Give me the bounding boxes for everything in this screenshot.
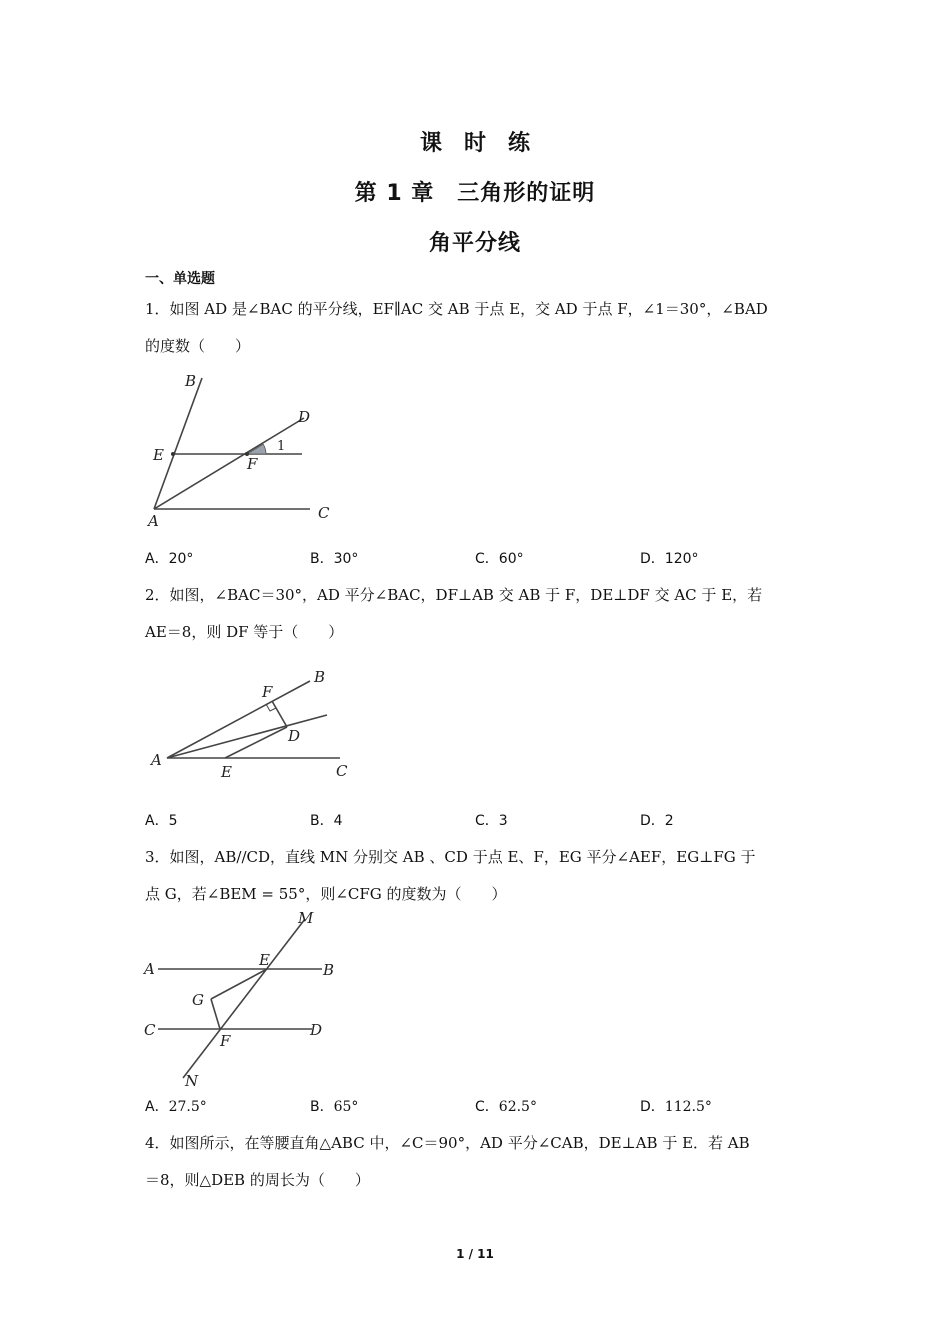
label-d: D xyxy=(310,1021,323,1039)
q2-option-d[interactable] xyxy=(640,810,674,830)
label-e: E xyxy=(259,951,270,969)
question-3-line-2: 点 G，若∠BEM = 55°，则∠CFG 的度数为（ ） xyxy=(145,885,507,903)
label-f: F xyxy=(247,455,258,473)
label-d: D xyxy=(288,727,301,745)
option-value: 27.5° xyxy=(168,1099,207,1115)
q2-option-c[interactable] xyxy=(475,810,508,830)
option-label: A． xyxy=(145,1099,169,1115)
label-b: B xyxy=(185,372,197,390)
label-c: C xyxy=(336,762,348,780)
question-4-line-2: ＝8，则△DEB 的周长为（ ） xyxy=(145,1171,370,1189)
option-value: 4 xyxy=(333,813,343,829)
segment-eg xyxy=(211,969,267,999)
question-2-figure xyxy=(145,660,360,785)
q2-option-b[interactable] xyxy=(310,810,343,830)
option-label: B． xyxy=(310,1099,334,1115)
segment-gf xyxy=(211,999,220,1029)
q1-option-a[interactable] xyxy=(145,548,193,568)
option-label: C． xyxy=(475,551,499,567)
option-label: C． xyxy=(475,813,499,829)
segment-de xyxy=(225,727,287,758)
option-value: 62.5° xyxy=(498,1099,537,1115)
option-value: 3 xyxy=(498,813,508,829)
option-label: C． xyxy=(475,1099,499,1115)
q3-option-d[interactable] xyxy=(640,1096,712,1116)
q1-option-c[interactable] xyxy=(475,548,524,568)
ray-ad xyxy=(167,715,327,758)
label-d: D xyxy=(298,408,311,426)
option-label: D． xyxy=(640,813,665,829)
question-3-figure xyxy=(140,905,340,1090)
q3-option-c[interactable] xyxy=(475,1096,537,1116)
section-heading: 一、单选题 xyxy=(145,271,215,287)
option-label: B． xyxy=(310,551,334,567)
ray-ab xyxy=(167,681,310,758)
ray-ab xyxy=(154,378,202,509)
label-m: M xyxy=(298,909,314,927)
ray-ad xyxy=(154,418,304,509)
option-value: 2 xyxy=(664,813,674,829)
option-value: 120° xyxy=(664,551,699,567)
option-label: D． xyxy=(640,551,665,567)
label-n: N xyxy=(185,1072,199,1090)
label-e: E xyxy=(221,763,232,781)
label-b: B xyxy=(314,668,326,686)
label-e: E xyxy=(153,446,164,464)
option-value: 112.5° xyxy=(664,1099,712,1115)
option-value: 20° xyxy=(168,551,194,567)
lesson-title: 角平分线 xyxy=(428,231,521,256)
option-label: D． xyxy=(640,1099,665,1115)
option-value: 5 xyxy=(168,813,178,829)
q2-option-a[interactable] xyxy=(145,810,178,830)
label-f: F xyxy=(220,1032,231,1050)
question-1-line-1: 1．如图 AD 是∠BAC 的平分线，EF∥AC 交 AB 于点 E，交 AD 于点 F，∠1＝30°，∠BAD xyxy=(145,300,768,318)
q1-option-d[interactable] xyxy=(640,548,699,568)
question-4-line-1: 4．如图所示，在等腰直角△ABC 中，∠C＝90°，AD 平分∠CAB，DE⊥AB 于 E．若 AB xyxy=(145,1134,750,1152)
chapter-title: 第 1 章 三角形的证明 xyxy=(354,181,596,206)
segment-df xyxy=(272,701,287,727)
question-2-line-2: AE＝8，则 DF 等于（ ） xyxy=(145,623,344,641)
option-label: B． xyxy=(310,813,334,829)
option-value: 65° xyxy=(333,1099,359,1115)
label-g: G xyxy=(192,991,204,1009)
page-number: 1 / 11 xyxy=(456,1247,494,1261)
option-value: 30° xyxy=(333,551,359,567)
label-b: B xyxy=(323,961,335,979)
label-c: C xyxy=(318,504,330,522)
label-1: 1 xyxy=(277,439,286,454)
angle-1-marker xyxy=(247,444,266,454)
option-value: 60° xyxy=(498,551,524,567)
option-label: A． xyxy=(145,813,169,829)
question-1-figure xyxy=(140,368,340,533)
doc-title: 课时练 xyxy=(419,131,552,156)
label-a: A xyxy=(151,751,162,769)
option-label: A． xyxy=(145,551,169,567)
label-c: C xyxy=(144,1021,156,1039)
q3-option-b[interactable] xyxy=(310,1096,358,1116)
label-a: A xyxy=(148,512,159,530)
question-3-line-1: 3．如图，AB//CD，直线 MN 分别交 AB 、CD 于点 E、F，EG 平分∠AEF，EG⊥FG 于 xyxy=(145,848,756,866)
q1-option-b[interactable] xyxy=(310,548,358,568)
question-2-line-1: 2．如图，∠BAC＝30°，AD 平分∠BAC，DF⊥AB 交 AB 于 F，DE⊥DF 交 AC 于 E，若 xyxy=(145,586,763,604)
label-a: A xyxy=(144,960,155,978)
label-f: F xyxy=(262,683,273,701)
q3-option-a[interactable] xyxy=(145,1096,207,1116)
question-1-line-2: 的度数（ ） xyxy=(145,337,251,355)
